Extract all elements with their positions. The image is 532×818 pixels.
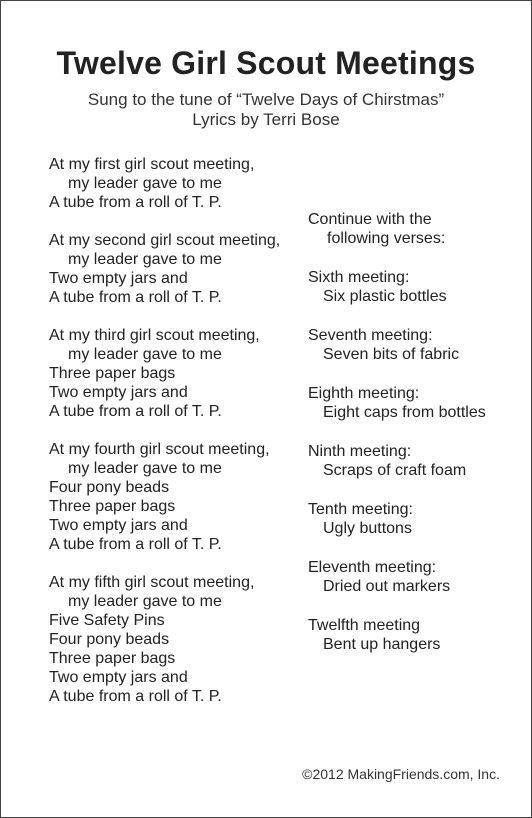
- meeting-item: [308, 616, 528, 654]
- meeting-item: [308, 442, 528, 480]
- verse-gift-line: Three paper bags: [49, 498, 176, 515]
- verse-1: [49, 155, 309, 212]
- meeting-gift: Scraps of craft foam: [323, 462, 467, 479]
- verse-4: [49, 440, 309, 554]
- verse-second-line: my leader gave to me: [68, 175, 222, 192]
- continue-line-1: Continue with the: [308, 211, 432, 228]
- verse-second-line: my leader gave to me: [68, 460, 222, 477]
- verse-gift-line: Two empty jars and: [49, 517, 188, 534]
- meeting-label: Twelfth meeting: [308, 617, 421, 634]
- meeting-label: Eighth meeting:: [308, 385, 420, 402]
- meeting-gift: Dried out markers: [323, 578, 451, 595]
- verse-gift-line: Two empty jars and: [49, 669, 188, 686]
- meeting-item: [308, 558, 528, 596]
- meeting-gift: Seven bits of fabric: [323, 346, 460, 363]
- verse-gift-line: Two empty jars and: [49, 270, 188, 287]
- meeting-label: Tenth meeting:: [308, 501, 413, 518]
- verse-first-line: At my fourth girl scout meeting,: [49, 441, 270, 458]
- verse-gift-line: A tube from a roll of T. P.: [49, 536, 222, 553]
- meeting-label: Sixth meeting:: [308, 269, 410, 286]
- continue-line-2: following verses:: [327, 230, 446, 247]
- verse-second-line: my leader gave to me: [68, 346, 222, 363]
- meeting-label: Ninth meeting:: [308, 443, 412, 460]
- verse-gift-line: A tube from a roll of T. P.: [49, 688, 222, 705]
- verse-second-line: my leader gave to me: [68, 593, 222, 610]
- meeting-item: [308, 326, 528, 364]
- verse-gift-line: A tube from a roll of T. P.: [49, 194, 222, 211]
- meeting-label: Eleventh meeting:: [308, 559, 437, 576]
- meeting-gift: Ugly buttons: [323, 520, 412, 537]
- remaining-verses-column: [308, 210, 528, 674]
- verse-first-line: At my second girl scout meeting,: [49, 232, 281, 249]
- verse-gift-line: A tube from a roll of T. P.: [49, 403, 222, 420]
- verse-first-line: At my first girl scout meeting,: [49, 156, 255, 173]
- verse-first-line: At my third girl scout meeting,: [49, 327, 260, 344]
- verse-gift-line: Two empty jars and: [49, 384, 188, 401]
- meeting-gift: Bent up hangers: [323, 636, 441, 653]
- meeting-item: [308, 384, 528, 422]
- verse-gift-line: Four pony beads: [49, 479, 170, 496]
- verse-3: [49, 326, 309, 421]
- verse-gift-line: Three paper bags: [49, 650, 176, 667]
- subtitle: Sung to the tune of “Twelve Days of Chirstmas”: [87, 90, 445, 109]
- verse-gift-line: A tube from a roll of T. P.: [49, 289, 222, 306]
- verse-gift-line: Three paper bags: [49, 365, 176, 382]
- continue-note: [308, 210, 528, 248]
- verse-2: [49, 231, 309, 307]
- byline: Lyrics by Terri Bose: [192, 110, 340, 129]
- verse-5: [49, 573, 309, 706]
- meeting-label: Seventh meeting:: [308, 327, 433, 344]
- meeting-item: [308, 268, 528, 306]
- meeting-gift: Six plastic bottles: [323, 288, 447, 305]
- copyright-footer: ©2012 MakingFriends.com, Inc.: [302, 766, 500, 782]
- verse-gift-line: Five Safety Pins: [49, 612, 165, 629]
- verse-first-line: At my fifth girl scout meeting,: [49, 574, 255, 591]
- page-title: Twelve Girl Scout Meetings: [56, 45, 476, 81]
- verses-column: [49, 155, 309, 725]
- meeting-gift: Eight caps from bottles: [323, 404, 486, 421]
- verse-gift-line: Four pony beads: [49, 631, 170, 648]
- meeting-item: [308, 500, 528, 538]
- verse-second-line: my leader gave to me: [68, 251, 222, 268]
